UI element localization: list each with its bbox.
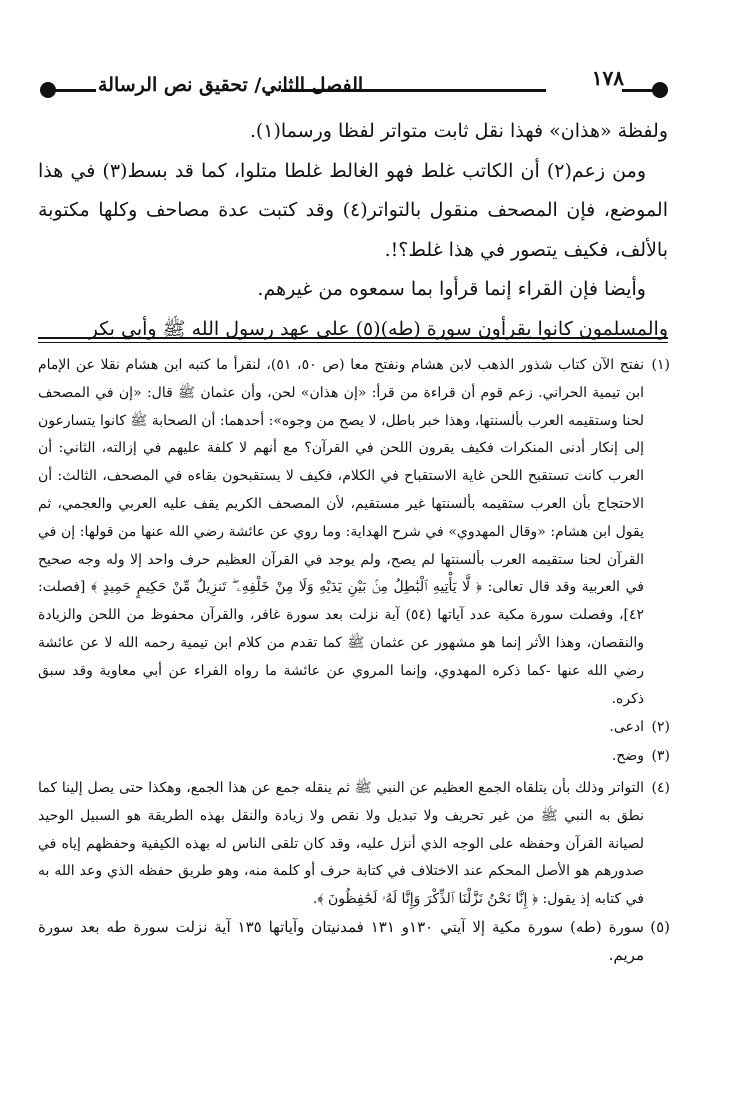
paragraph: ولفظة «هذان» فهذا نقل ثابت متواتر لفظا ورسما(١). bbox=[249, 120, 668, 142]
footnote-number: (٤) bbox=[651, 779, 670, 796]
footnotes bbox=[38, 352, 670, 970]
running-header bbox=[40, 64, 668, 104]
paragraph: ومن زعم(٢) أن الكاتب غلط فهو الغالط غلطا متلوا، كما قد بسط(٣) في هذا الموضع، فإن المصحف منقول بالتواتر(٤) وقد كتبت عدة مصاحف وكلها مكتوبة بالألف، فكيف يتصور في هذا غلط؟!. bbox=[38, 159, 669, 261]
footnote-text: سورة (طه) سورة مكية إلا آيتي ١٣٠و ١٣١ فمدنيتان وآياتها ١٣٥ آية نزلت سورة طه بعد سورة مريم. bbox=[38, 917, 645, 964]
footnote-text: نفتح الآن كتاب شذور الذهب لابن هشام ونفتح معا (ص ٥٠، ٥١)، لنقرأ ما كتبه ابن هشام نقلا عن الإمام ابن تيمية الحراني. زعم قوم أن قراءة من قرأ: «إن هذان» لحن، وأن عثمان ﷺ قال: «إن في المصحف لحنا وستقيمه العرب بألسنتها، وهذا خبر باطل، لا يصح من وجوه»: أحدهما: أن الصحابة ﷺ كانوا يتسارعون إلى إنكار أدنى المنكرات فكيف يقرون اللحن في القرآن؟ مع أنهم لا كلفة عليهم في إزالته، الثاني: أن العرب كانت تستقبح اللحن غاية الاستقباح في الكلام، فكيف لا يستقبحون بقاءه في المصحف، الثالث: أن الاحتجاج بأن العرب ستقيمه بألسنتها غير مستقيم، لأن المصحف الكريم يقف عليه العربي والعجمي، ثم يقول ابن هشام: «وقال المهدوي» في شرح الهداية: وما روي عن عائشة رضي الله عنها من قولها: إن في القرآن لحنا ستقيمه العرب بألسنتها لم يصح، ولم يوجد في القرآن العظيم حرف واحد إلا وله وجه صحيح في العربية وقد قال تعالى: ﴿ لَّا يَأْتِيهِ ٱلْبَٰطِلُ مِنۢ بَيْنِ يَدَيْهِ وَلَا مِنْ خَلْفِهِۦ ۖ تَنزِيلٌ مِّنْ حَكِيمٍ حَمِيدٍ ﴾ [فصلت: ٤٢]، وفصلت سورة مكية عدد آياتها (٥٤) آية نزلت بعد سورة غافر، والقرآن محفوظ من اللحن والزيادة والنقصان، وهذا الأثر إنما هو مشهور عن عثمان ﷺ كما تقدم من كلام ابن تيمية رحمه الله لا عن عائشة رضي الله عنها -كما ذكره المهدوي، وإنما المروي عن عائشة ما رواه الفراء عن أبي معاوية وقد سبق ذكره. bbox=[38, 357, 645, 707]
main-text bbox=[38, 112, 668, 349]
footnote bbox=[38, 352, 670, 713]
footnote-number: (٥) bbox=[650, 917, 671, 936]
footnote-text: ادعى. bbox=[609, 719, 644, 736]
footnote bbox=[38, 714, 670, 742]
footnote-separator bbox=[38, 342, 668, 343]
header-ornament-dot bbox=[40, 82, 56, 98]
footnote bbox=[38, 775, 670, 914]
paragraph: وأيضا فإن القراء إنما قرأوا بما سمعوه من غيرهم. bbox=[257, 278, 646, 300]
footnote bbox=[38, 743, 670, 771]
footnote bbox=[38, 914, 670, 970]
footnote-number: (١) bbox=[651, 357, 671, 373]
header-rule bbox=[622, 89, 662, 92]
footnote-text: التواتر وذلك بأن يتلقاه الجمع العظيم عن النبي ﷺ ثم ينقله جمع عن هذا الجمع، وهكذا حتى يصل إلينا كما نطق به النبي ﷺ من غير تحريف ولا تبديل ولا نقص ولا زيادة والنقل بهذه الطريقة هو السبيل الوحيد لصيانة القرآن وحفظه على الوجه الذي أنزل عليه، وقد كان تلقى الناس له بهذه الكيفية وحفظهم إياه في صدورهم هو الأصل المحكم عند الاختلاف في كتابة حرف أو كلمة منه، وهو طريق حفظه الذي وعد الله به في كتابه إذ يقول: ﴿ إِنَّا نَحْنُ نَزَّلْنَا ٱلذِّكْرَ وَإِنَّا لَهُۥ لَحَٰفِظُونَ ﴾. bbox=[38, 779, 644, 908]
header-rule bbox=[54, 89, 96, 92]
footnote-separator bbox=[38, 337, 668, 339]
footnote-number: (٢) bbox=[651, 719, 670, 736]
footnote-number: (٣) bbox=[651, 748, 670, 765]
chapter-title: الفصل الثاني/ تحقيق نص الرسالة bbox=[98, 74, 364, 96]
paragraph: والمسلمون كانوا يقرأون سورة (طه)(٥) على عهد رسول الله ﷺ وأبي بكر bbox=[88, 317, 668, 340]
page-number: ١٧٨ bbox=[591, 66, 624, 90]
footnote-text: وضح. bbox=[611, 748, 644, 765]
